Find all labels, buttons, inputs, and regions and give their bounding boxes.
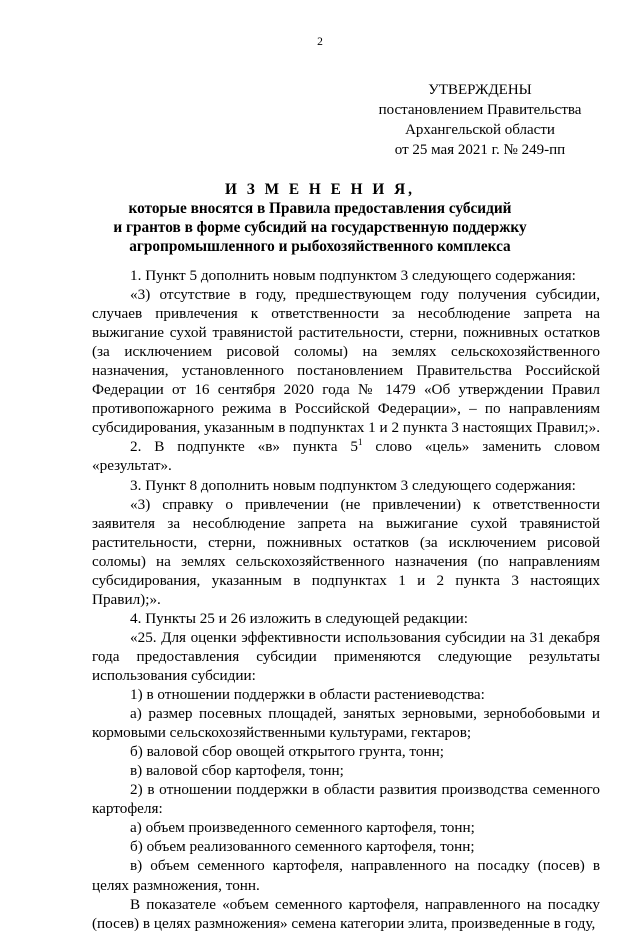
- approval-line: Архангельской области: [405, 122, 555, 138]
- document-title: [90, 180, 550, 256]
- paragraph: 1. Пункт 5 дополнить новым подпунктом 3 следующего содержания:: [130, 267, 576, 284]
- paragraph-text: 2. В подпункте «в» пункта 5: [130, 438, 358, 456]
- approval-line: постановлением Правительства: [378, 102, 582, 118]
- title-line: и грантов в форме субсидий на государственную поддержку: [113, 219, 527, 236]
- paragraph: «25. Для оценки эффективности использования субсидии на 31 декабря года предоставления субсидии применяются следующие результаты использования субсидии:: [92, 628, 600, 684]
- superscript: 1: [357, 437, 363, 448]
- approval-line: от 25 мая 2021 г. № 249-пп: [394, 142, 566, 158]
- paragraph: а) размер посевных площадей, занятых зерновыми, зернобобовыми и кормовыми сельскохозяйственными культурами, гектаров;: [92, 705, 600, 742]
- paragraph-item-2: [92, 437, 600, 475]
- approval-line: УТВЕРЖДЕНЫ: [428, 82, 532, 98]
- document-body: [92, 266, 600, 933]
- title-heading: И З М Е Н Е Н И Я,: [225, 181, 415, 198]
- paragraph: б) объем реализованного семенного картофеля, тонн;: [130, 838, 475, 856]
- page-number: 2: [317, 36, 323, 48]
- title-line: агропромышленного и рыбохозяйственного комплекса: [129, 238, 511, 255]
- paragraph: В показателе «объем семенного картофеля, направленного на посадку (посев) в целях размножения» семена категории элита, произведенные в году,: [92, 895, 600, 932]
- paragraph: б) валовой сбор овощей открытого грунта, тонн;: [130, 743, 444, 761]
- paragraph: «3) справку о привлечении (не привлечении) к ответственности заявителя за несоблюдение запрета на выжигание сухой травянистой растительности, стерни, пожнивных остатков (за исключением рисовой соломы) на землях сельскохозяйственного назначения (по направлениям субсидирования, указанным в подпунктах 1 и 2 пункта 3 настоящих Правил);».: [92, 495, 600, 608]
- paragraph: 4. Пункты 25 и 26 изложить в следующей редакции:: [130, 609, 468, 627]
- title-line: которые вносятся в Правила предоставления субсидий: [128, 200, 512, 217]
- paragraph: в) объем семенного картофеля, направленного на посадку (посев) в целях размножения, тонн.: [92, 857, 600, 894]
- paragraph: а) объем произведенного семенного картофеля, тонн;: [130, 819, 475, 837]
- paragraph: 2) в отношении поддержки в области развития производства семенного картофеля:: [92, 781, 600, 818]
- paragraph: 1) в отношении поддержки в области растениеводства:: [130, 686, 485, 704]
- approval-stamp: [360, 80, 600, 160]
- paragraph: в) валовой сбор картофеля, тонн;: [130, 762, 344, 780]
- paragraph-text: слово «цель» заменить словом «результат».: [92, 438, 600, 475]
- paragraph: 3. Пункт 8 дополнить новым подпунктом 3 следующего содержания:: [130, 476, 576, 494]
- paragraph: «3) отсутствие в году, предшествующем году получения субсидии, случаев привлечения к ответственности за несоблюдение запрета на выжигание сухой травянистой растительности, стерни, пожнивных остатков (за исключением рисовой соломы) на землях сельскохозяйственного назначения, установленного постановлением Правительства Российской Федерации от 16 сентября 2020 года № 1479 «Об утверждении Правил противопожарного режима в Российской Федерации», – по направлениям субсидирования, указанным в подпунктах 1 и 2 пункта 3 настоящих Правил;».: [92, 286, 600, 437]
